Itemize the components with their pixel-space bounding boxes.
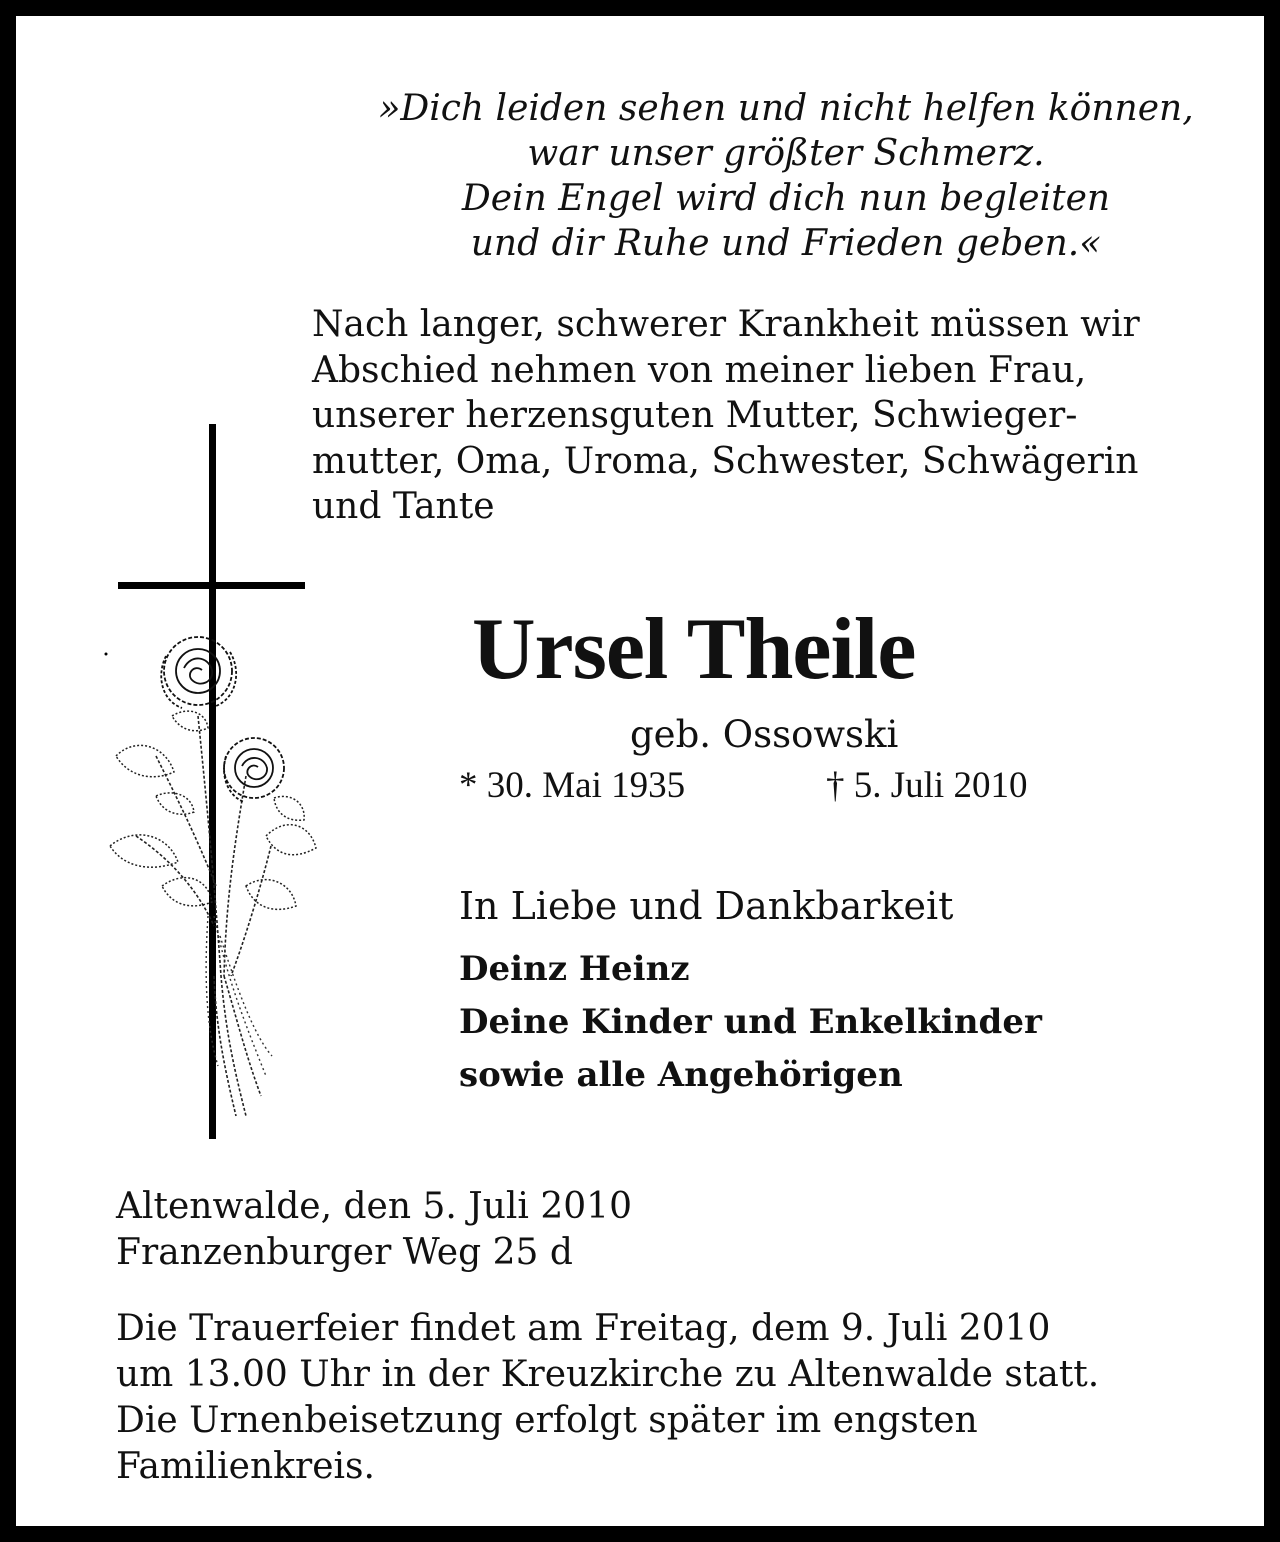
service-info (116, 1306, 1099, 1490)
cross-with-roses-icon (96, 416, 326, 1156)
address-line: Franzenburger Weg 25 d (116, 1232, 573, 1273)
closing-phrase: In Liebe und Dankbarkeit (459, 884, 954, 928)
maiden-name: geb. Ossowski (630, 713, 899, 756)
announcement-line: Nach langer, schwerer Krankheit müssen wir (312, 304, 1140, 345)
death-date: † 5. Juli 2010 (826, 765, 1028, 806)
place-date-line: Altenwalde, den 5. Juli 2010 (116, 1186, 632, 1227)
memorial-quote (346, 86, 1226, 266)
service-line: Die Trauerfeier findet am Freitag, dem 9. Juli 2010 (116, 1308, 1051, 1349)
announcement-line: unserer herzensguten Mutter, Schwieger- (312, 395, 1078, 436)
service-line: Die Urnenbeisetzung erfolgt später im engsten (116, 1400, 978, 1441)
quote-line: Dein Engel wird dich nun begleiten (461, 178, 1111, 219)
quote-line: »Dich leiden sehen und nicht helfen können, (378, 88, 1194, 129)
announcement-text (312, 302, 1140, 530)
quote-line: war unser größter Schmerz. (527, 133, 1045, 174)
mourner-line: Deinz Heinz (459, 949, 690, 989)
announcement-line: mutter, Oma, Uroma, Schwester, Schwägerin (312, 440, 1139, 482)
service-line: Familienkreis. (116, 1446, 375, 1487)
announcement-line: und Tante (312, 486, 495, 527)
service-line: um 13.00 Uhr in der Kreuzkirche zu Altenwalde statt. (116, 1354, 1100, 1395)
mourners-list (459, 943, 1042, 1102)
deceased-name: Ursel Theile (472, 601, 916, 698)
mourner-line: Deine Kinder und Enkelkinder (459, 1002, 1042, 1042)
place-and-address (116, 1184, 632, 1276)
announcement-line: Abschied nehmen von meiner lieben Frau, (312, 349, 1087, 391)
mourner-line: sowie alle Angehörigen (459, 1055, 903, 1095)
birth-date: * 30. Mai 1935 (459, 765, 686, 806)
quote-line: und dir Ruhe und Frieden geben.« (470, 223, 1102, 264)
